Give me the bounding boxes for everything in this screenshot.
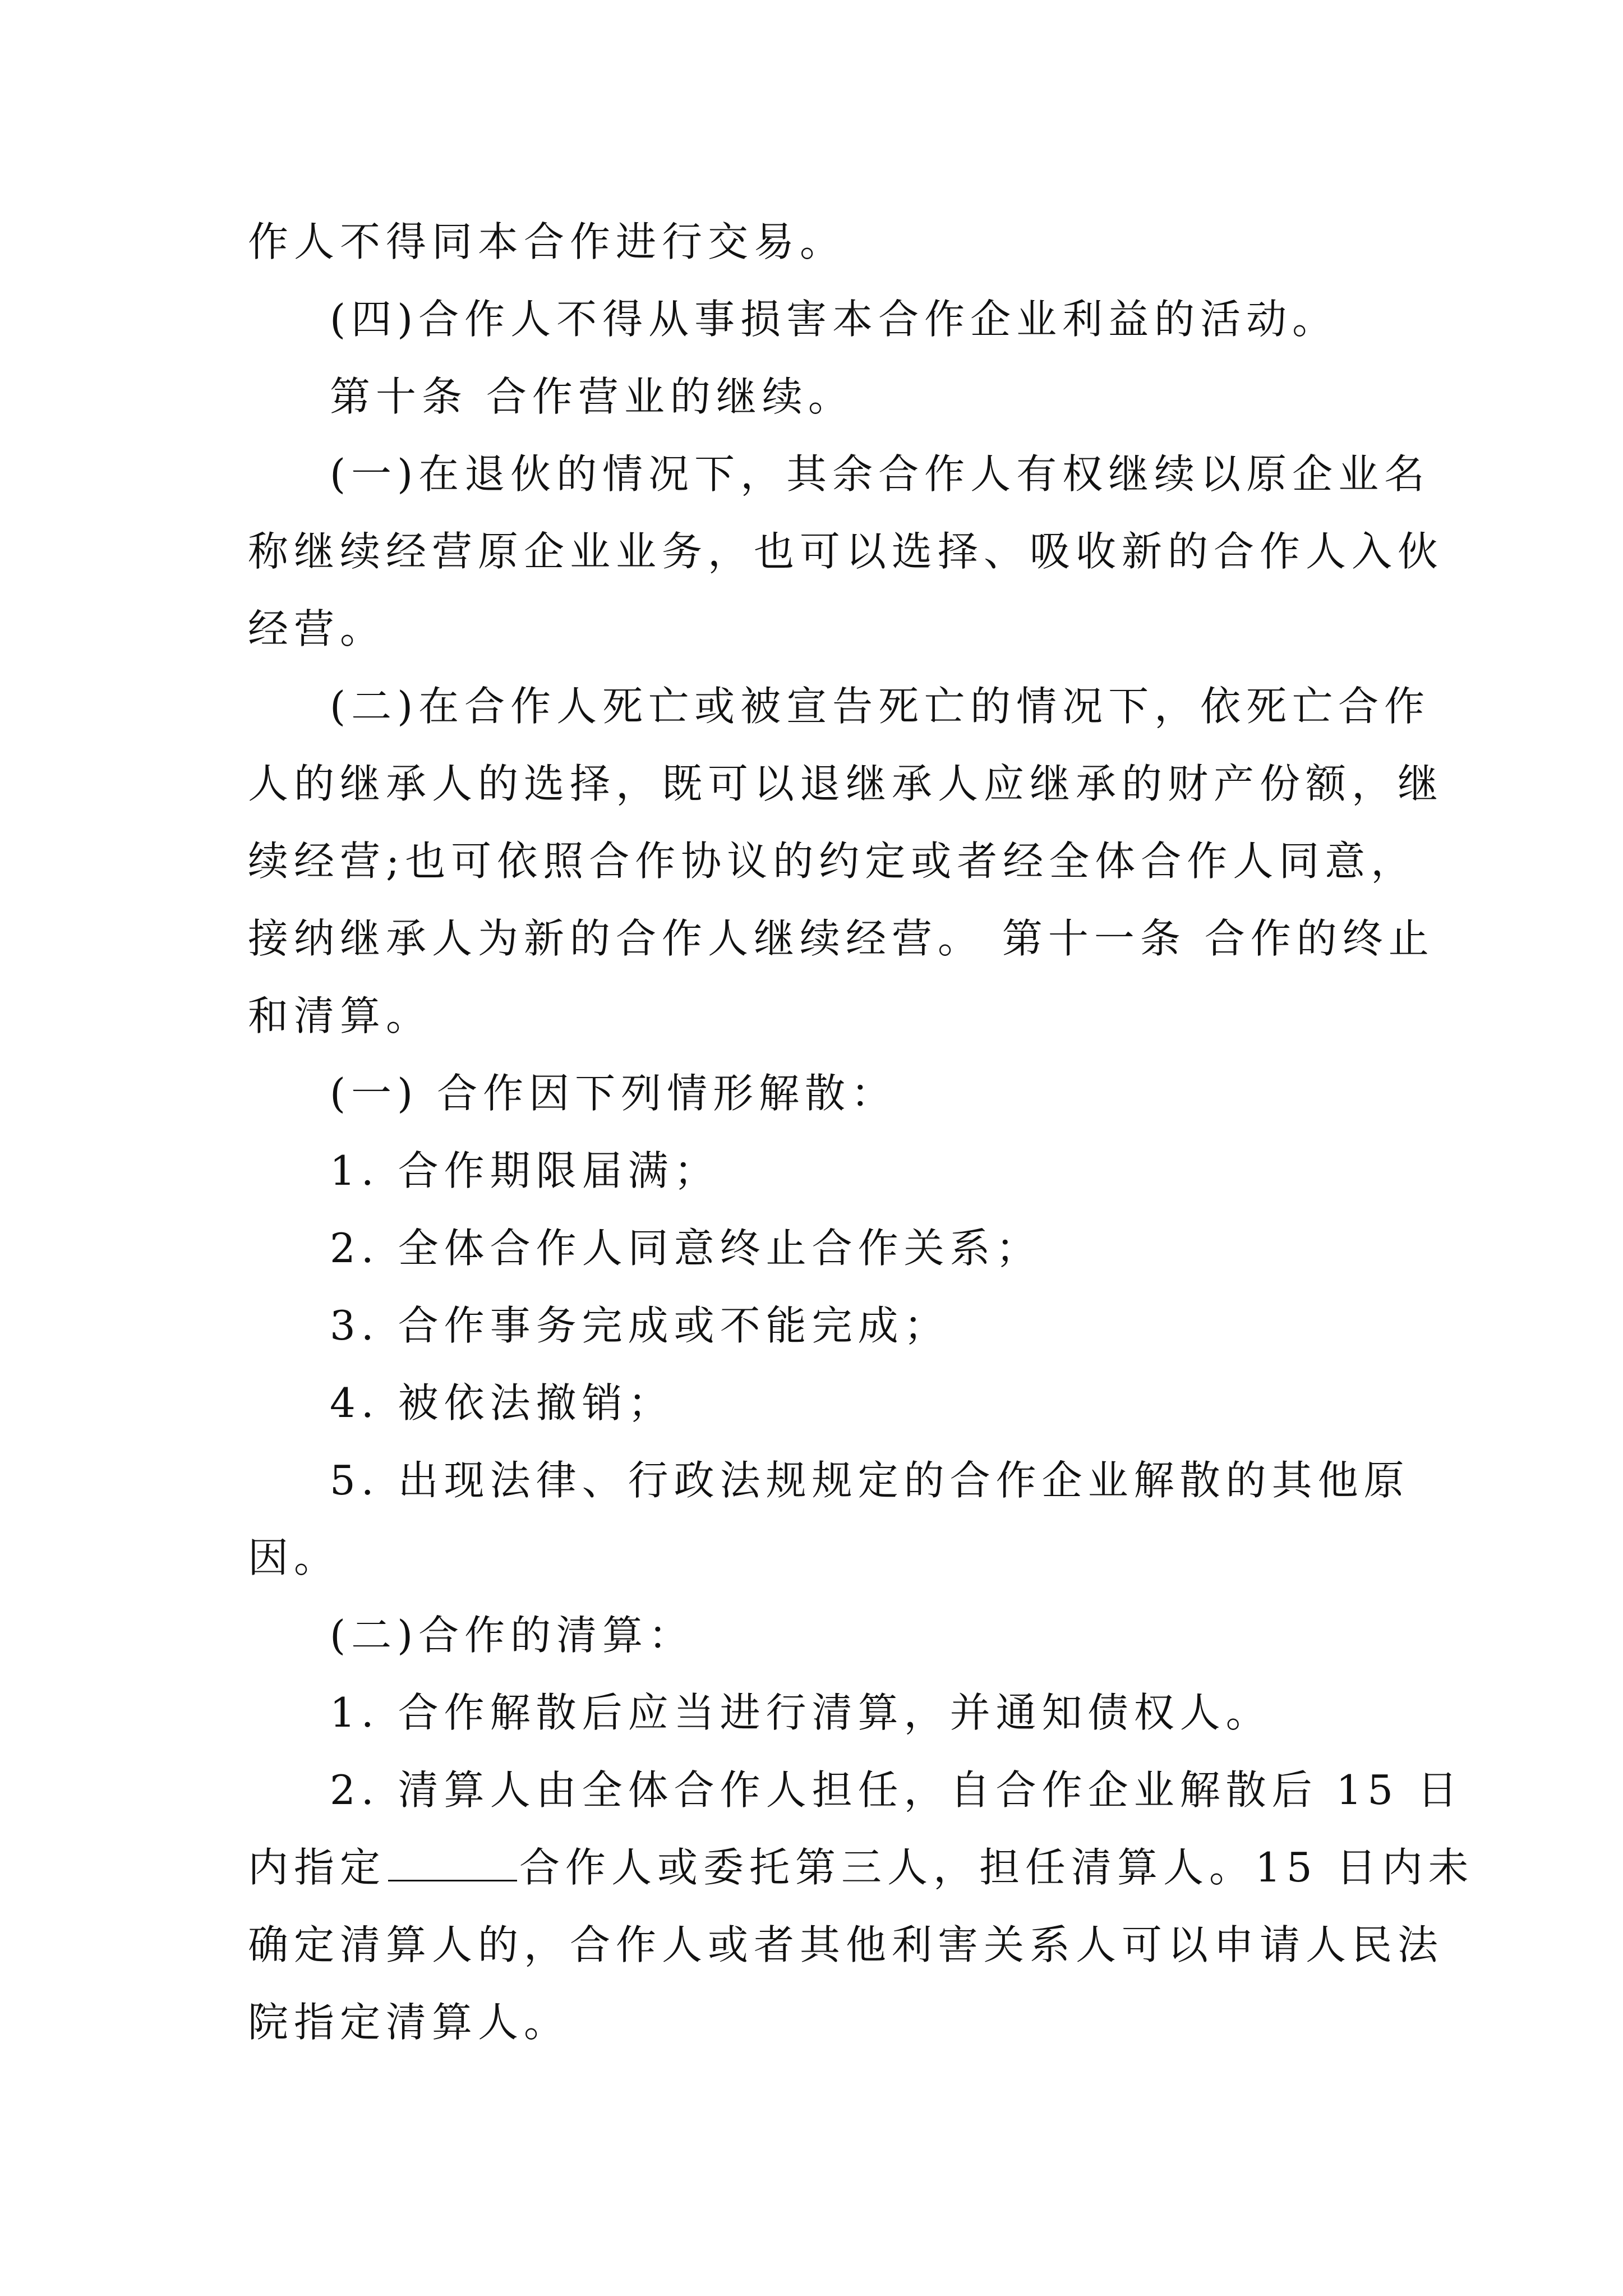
text-line: (二)合作的清算： [330, 1612, 695, 1659]
text-line: 1. 合作解散后应当进行清算，并通知债权人。 [330, 1689, 1272, 1736]
text-line: 因。 [248, 1534, 340, 1581]
text-line: 1. 合作期限届满； [330, 1147, 720, 1194]
text-line: 2. 全体合作人同意终止合作关系； [330, 1225, 1042, 1272]
line-prefix: 内指定 [248, 1844, 386, 1891]
text-line: 院指定清算人。 [248, 1999, 570, 2046]
text-line: 接纳继承人为新的合作人继续经营。 第十一条 合作的终止 [248, 915, 1435, 962]
text-line: (一) 合作因下列情形解散： [330, 1070, 897, 1117]
text-line: 5. 出现法律、行政法规规定的合作企业解散的其他原 [330, 1457, 1410, 1504]
text-line: 第十条 合作营业的继续。 [330, 373, 854, 420]
text-line: 续经营;也可依照合作协议的约定或者经全体合作人同意， [248, 838, 1417, 885]
text-line: 确定清算人的，合作人或者其他利害关系人可以申请人民法 [248, 1921, 1444, 1968]
text-line: 作人不得同本合作进行交易。 [248, 218, 846, 265]
text-line: 4. 被依法撤销； [330, 1379, 674, 1427]
text-line: 和清算。 [248, 992, 432, 1039]
text-line: 3. 合作事务完成或不能完成； [330, 1302, 950, 1349]
text-line: (一)在退伙的情况下，其余合作人有权继续以原企业名 [330, 450, 1431, 498]
text-line: 经营。 [248, 605, 386, 652]
text-line: (二)在合作人死亡或被宣告死亡的情况下，依死亡合作 [330, 683, 1431, 730]
line-suffix: 合作人或委托第三人，担任清算人。15 日内未 [519, 1844, 1474, 1891]
text-line: 称继续经营原企业业务，也可以选择、吸收新的合作人入伙 [248, 528, 1444, 575]
text-line-with-blank [248, 1829, 1474, 1906]
text-line: 人的继承人的选择，既可以退继承人应继承的财产份额，继 [248, 760, 1444, 807]
document-body [248, 203, 1474, 2061]
text-line: (四)合作人不得从事损害本合作企业利益的活动。 [330, 296, 1339, 343]
text-line: 2. 清算人由全体合作人担任，自合作企业解散后 15 日 [330, 1766, 1463, 1814]
fill-in-blank [388, 1845, 517, 1881]
